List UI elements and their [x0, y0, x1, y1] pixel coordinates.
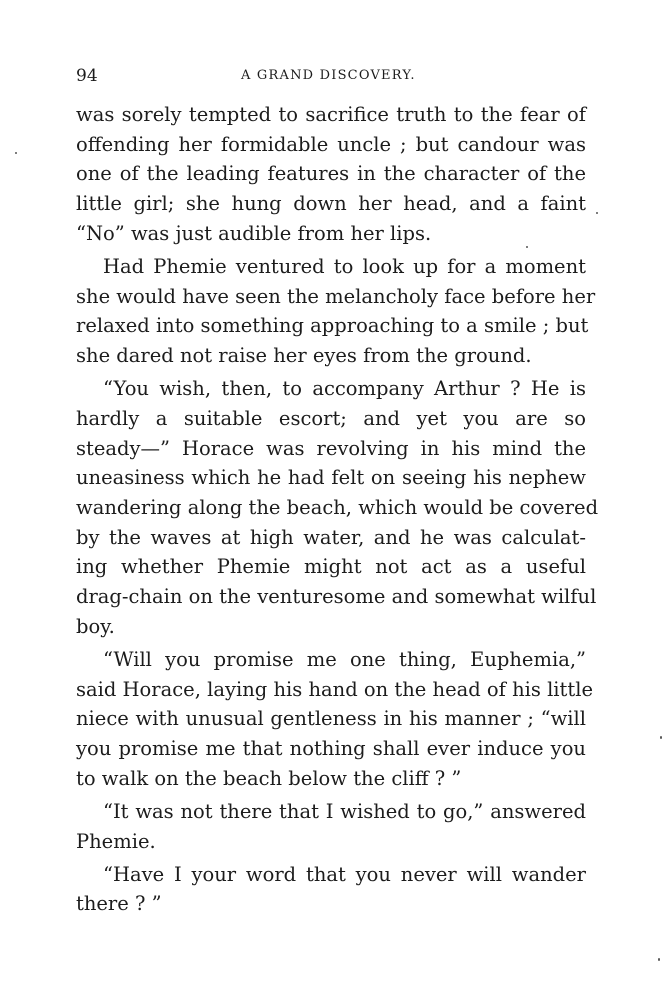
text-line: Phemie.	[76, 829, 156, 853]
paragraph	[76, 100, 586, 248]
body-text	[76, 100, 599, 919]
text-line: niece with unusual gentleness in his manner ; “will	[76, 707, 586, 731]
text-line: to walk on the beach below the cliff ? ”	[76, 766, 462, 790]
running-title: A GRAND DISCOVERY.	[241, 68, 416, 83]
scan-speck	[526, 246, 528, 248]
paragraph	[76, 860, 586, 919]
paragraph	[76, 797, 586, 856]
text-line: she dared not raise her eyes from the ground.	[76, 344, 532, 367]
text-line: she would have seen the melancholy face before her	[76, 284, 596, 308]
scan-speck	[596, 212, 598, 214]
page-number: 94	[76, 66, 98, 86]
paragraph	[76, 645, 593, 793]
text-line: “It was not there that I wished to go,” answered	[103, 799, 586, 823]
text-line: hardly a suitable escort; and yet you are so	[76, 406, 586, 430]
text-line: there ? ”	[76, 892, 162, 916]
text-line: Had Phemie ventured to look up for a moment	[103, 254, 586, 278]
text-line: uneasiness which he had felt on seeing his nephew	[76, 466, 586, 490]
text-line: said Horace, laying his hand on the head of his little	[76, 677, 593, 701]
text-line: you promise me that nothing shall ever induce you	[76, 736, 586, 760]
paragraph	[76, 374, 599, 641]
text-line: boy.	[76, 614, 115, 638]
text-line: was sorely tempted to sacrifice truth to the fear of	[76, 103, 586, 126]
text-line: relaxed into something approaching to a smile ; but	[76, 314, 589, 338]
scan-speck	[660, 736, 662, 739]
text-line: by the waves at high water, and he was calculat-	[76, 525, 586, 549]
text-line: one of the leading features in the character of the	[76, 162, 586, 186]
running-header	[76, 66, 586, 90]
paragraph	[76, 252, 596, 371]
text-line: wandering along the beach, which would be covered	[76, 495, 599, 519]
text-line: little girl; she hung down her head, and a faint	[76, 192, 586, 216]
text-line: offending her formidable uncle ; but candour was	[76, 132, 586, 156]
scan-speck	[658, 958, 660, 961]
text-line: “You wish, then, to accompany Arthur ? He is	[103, 377, 586, 401]
text-line: drag-chain on the venturesome and somewhat wilful	[76, 585, 597, 608]
scan-speck	[15, 152, 17, 154]
text-line: ing whether Phemie might not act as a useful	[76, 555, 586, 579]
text-line: steady—” Horace was revolving in his mind the	[76, 436, 586, 460]
text-line: “Will you promise me one thing, Euphemia,”	[103, 647, 586, 671]
text-line: “Have I your word that you never will wander	[103, 862, 586, 886]
text-line: “No” was just audible from her lips.	[76, 221, 432, 245]
